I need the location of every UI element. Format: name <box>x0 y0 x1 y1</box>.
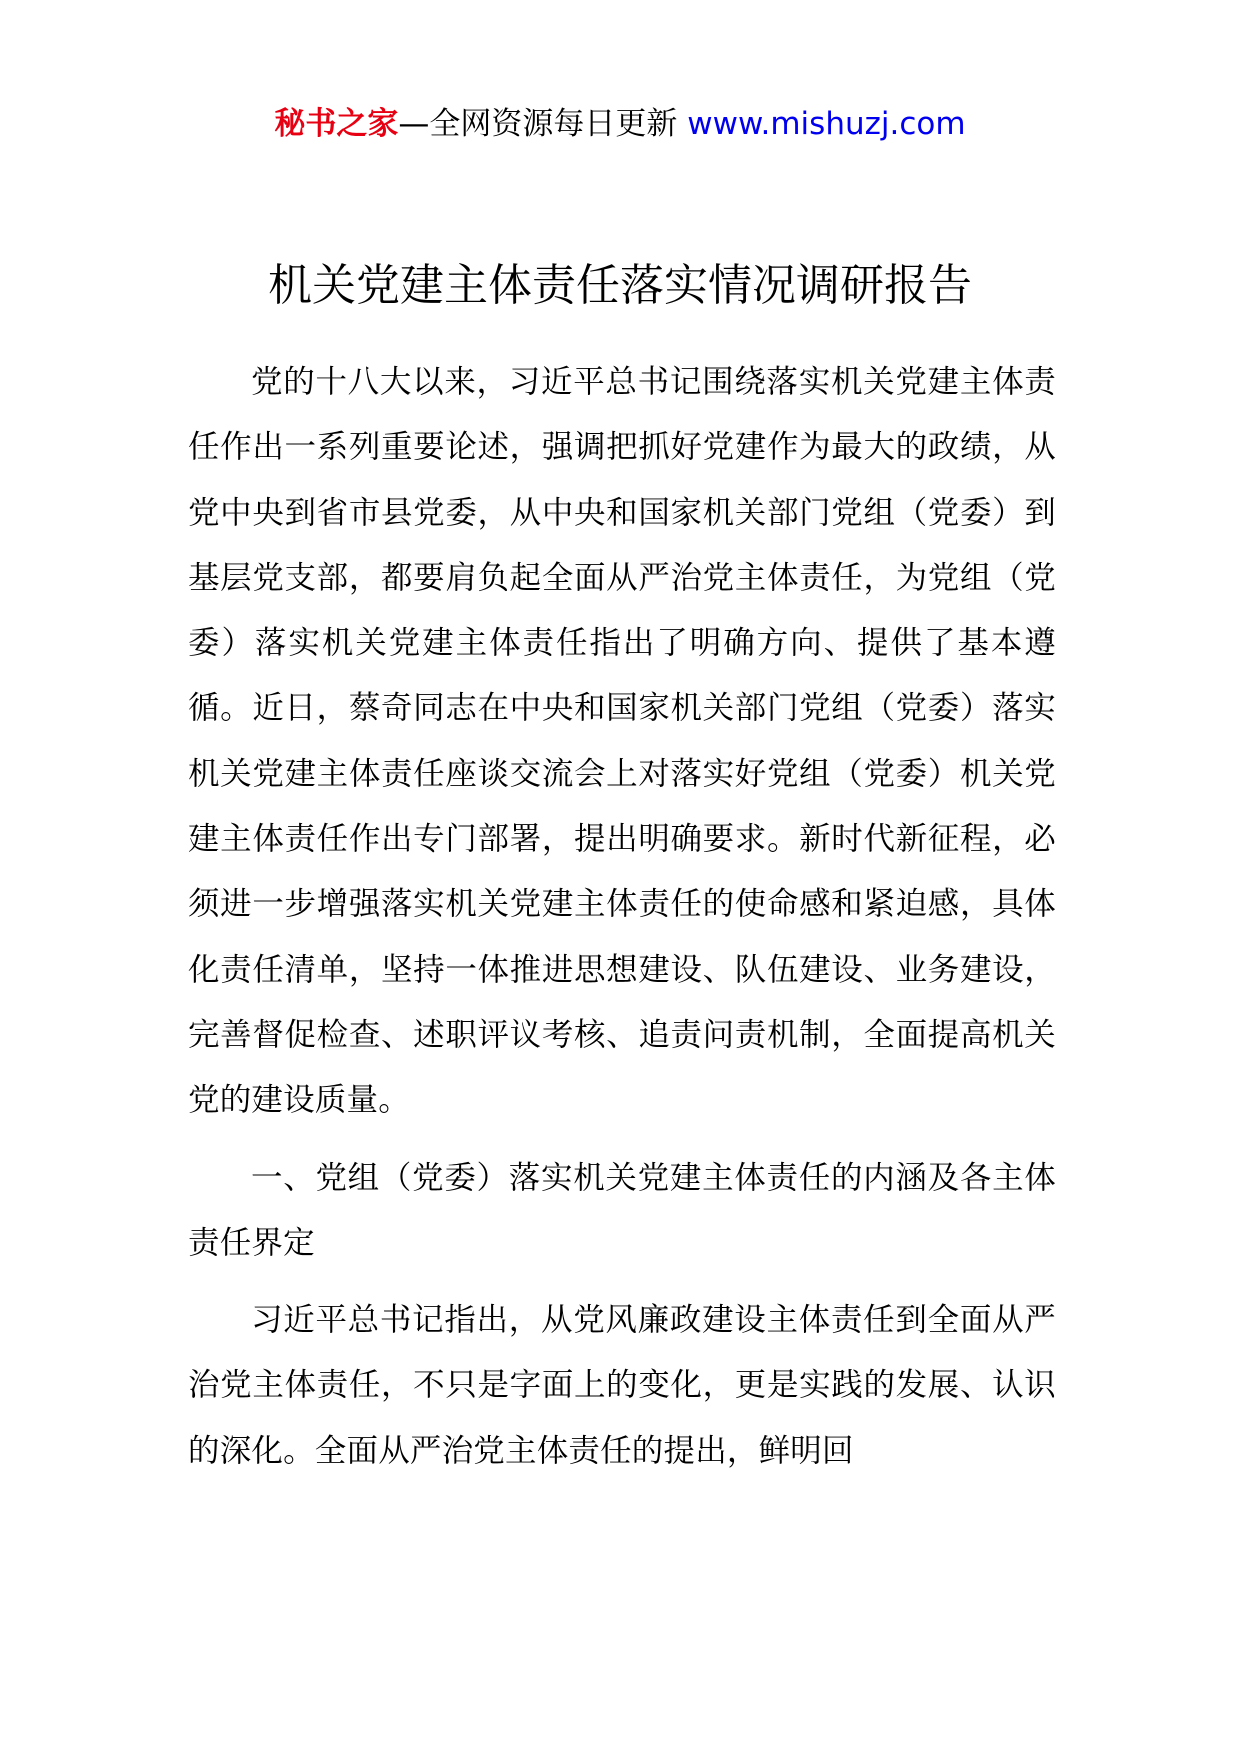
document-body <box>188 350 1056 1484</box>
section-heading-1: 一、党组（党委）落实机关党建主体责任的内涵及各主体责任界定 <box>188 1159 1056 1261</box>
document-title: 机关党建主体责任落实情况调研报告 <box>268 260 972 311</box>
paragraph-intro: 党的十八大以来，习近平总书记围绕落实机关党建主体责任作出一系列重要论述，强调把抓好党建作为最大的政绩，从党中央到省市县党委，从中央和国家机关部门党组（党委）到基层党支部，都要肩负起全面从严治党主体责任，为党组（党委）落实机关党建主体责任指出了明确方向、提供了基本遵循。近日，蔡奇同志在中央和国家机关部门党组（党委）落实机关党建主体责任座谈交流会上对落实好党组（党委）机关党建主体责任作出专门部署，提出明确要求。新时代新征程，必须进一步增强落实机关党建主体责任的使命感和紧迫感，具体化责任清单，坚持一体推进思想建设、队伍建设、业务建设，完善督促检查、述职评议考核、追责问责机制，全面提高机关党的建设质量。 <box>188 364 1056 1119</box>
header-tagline: —全网资源每日更新 <box>398 106 678 142</box>
watermark-header <box>0 104 1240 144</box>
site-url-link[interactable]: www.mishuzj.com <box>687 106 966 142</box>
brand-name: 秘书之家 <box>274 106 399 142</box>
paragraph-section-1: 习近平总书记指出，从党风廉政建设主体责任到全面从严治党主体责任，不只是字面上的变化，更是实践的发展、认识的深化。全面从严治党主体责任的提出，鲜明回 <box>188 1302 1056 1469</box>
